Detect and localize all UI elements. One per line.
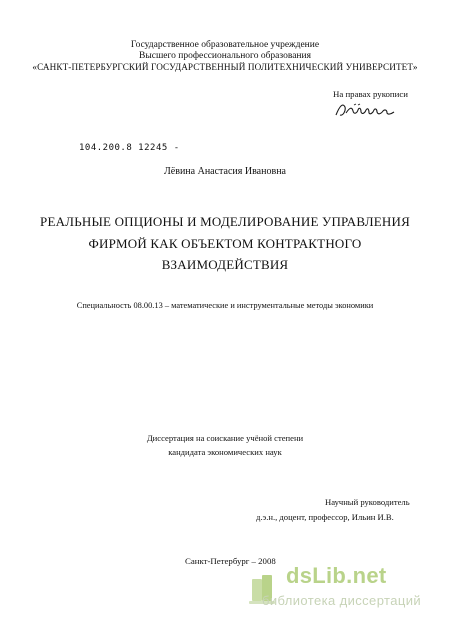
city-year: Санкт-Петербург – 2008 [185, 556, 276, 566]
manuscript-note: На правах рукописи [333, 89, 408, 99]
author-name: Лёвина Анастасия Ивановна [164, 166, 286, 177]
signature [334, 101, 396, 124]
institution-line-2: Высшего профессионального образования [139, 51, 311, 61]
watermark-subtitle: библиотека диссертаций [262, 593, 422, 608]
university-name: «САНКТ-ПЕТЕРБУРГСКИЙ ГОСУДАРСТВЕННЫЙ ПОЛИТЕХНИЧЕСКИЙ УНИВЕРСИТЕТ» [32, 62, 418, 72]
title-line-2: ФИРМОЙ КАК ОБЪЕКТОМ КОНТРАКТНОГО [88, 236, 362, 251]
dissertation-line-1: Диссертация на соискание учёной степени [146, 433, 304, 443]
signature-graphic [334, 101, 396, 119]
library-stamp: 104.200.8 12245 - [79, 143, 180, 153]
institution-line-1: Государственное образовательное учреждение [130, 40, 320, 50]
title-line-1: РЕАЛЬНЫЕ ОПЦИОНЫ И МОДЕЛИРОВАНИЕ УПРАВЛЕНИЯ [40, 214, 410, 229]
dissertation-line-2: кандидата экономических наук [168, 447, 282, 457]
title-line-3: ВЗАИМОДЕЙСТВИЯ [161, 257, 289, 272]
watermark [246, 563, 436, 613]
watermark-site: dsLib.net [286, 563, 387, 588]
specialty: Специальность 08.00.13 – математические и инструментальные методы экономики [76, 301, 374, 310]
supervisor-label: Научный руководитель [325, 497, 410, 507]
supervisor-name: д.э.н., доцент, профессор, Ильин И.В. [256, 512, 394, 522]
